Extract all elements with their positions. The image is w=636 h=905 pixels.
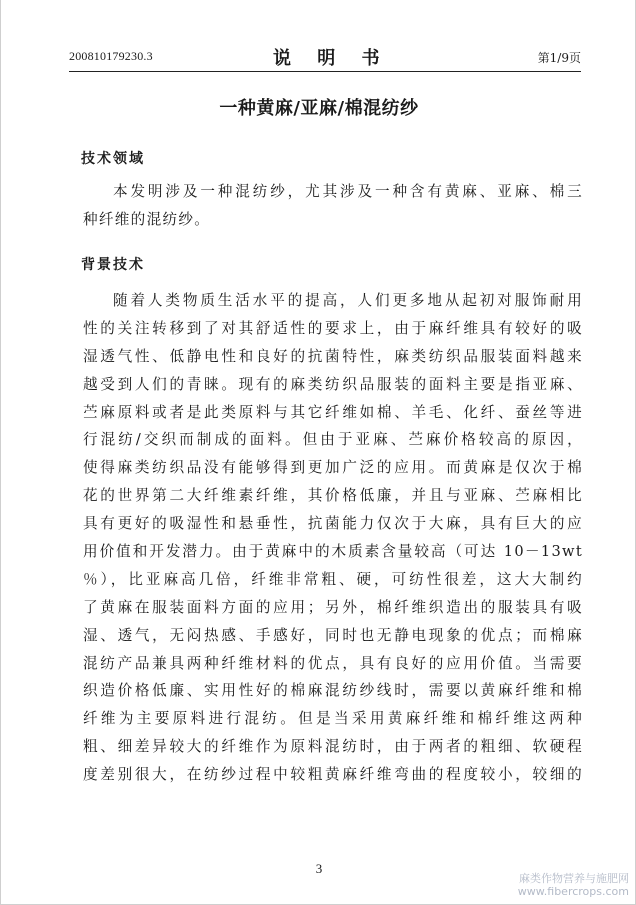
paragraph-line: 具有更好的吸湿性和悬垂性，抗菌能力仅次于大麻，具有巨大的应 bbox=[83, 515, 583, 533]
paragraph-line: 纤维为主要原料进行混纺。但是当采用黄麻纤维和棉纤维这两种 bbox=[83, 710, 583, 728]
paragraph-line: ％），比亚麻高几倍，纤维非常粗、硬，可纺性很差，这大大制约 bbox=[83, 570, 583, 588]
document-title: 一种黄麻/亚麻/棉混纺纱 bbox=[219, 98, 419, 119]
site-watermark bbox=[518, 872, 629, 898]
technical-field-paragraph bbox=[83, 178, 583, 234]
paragraph-line: 用价值和开发潜力。由于黄麻中的木质素含量较高（可达 10－13wt bbox=[83, 543, 583, 561]
paragraph-line: 度差别很大，在纺纱过程中较粗黄麻纤维弯曲的程度较小，较细的 bbox=[83, 766, 583, 784]
watermark-url: www.fibercrops.com bbox=[517, 885, 629, 898]
header-rule bbox=[69, 71, 581, 72]
page-label: 第1/9页 bbox=[537, 51, 581, 65]
paragraph-line: 混纺产品兼具两种纤维材料的优点，具有良好的应用价值。当需要 bbox=[83, 654, 583, 672]
paragraph-line: 本发明涉及一种混纺纱，尤其涉及一种含有黄麻、亚麻、棉三 bbox=[113, 183, 583, 200]
paragraph-line: 粗、细差异较大的纤维作为原料混纺时，由于两者的粗细、软硬程 bbox=[83, 738, 583, 756]
paragraph-line: 种纤维的混纺纱。 bbox=[83, 210, 211, 228]
paragraph-line: 苎麻原料或者是此类原料与其它纤维如棉、羊毛、化纤、蚕丝等进 bbox=[83, 403, 583, 421]
paragraph-line: 湿透气性、低静电性和良好的抗菌特性，麻类纺织品服装面料越来 bbox=[83, 347, 583, 365]
paragraph-line: 越受到人们的青睐。现有的麻类纺织品服装的面料主要是指亚麻、 bbox=[83, 375, 583, 393]
paragraph-line: 了黄麻在服装面料方面的应用；另外，棉纤维织造出的服装具有吸 bbox=[83, 598, 583, 616]
paragraph-line: 性的关注转移到了对其舒适性的要求上，由于麻纤维具有较好的吸 bbox=[83, 319, 583, 337]
section-heading-technical-field: 技术领域 bbox=[81, 151, 145, 167]
section-heading-background-art: 背景技术 bbox=[81, 257, 145, 273]
application-number: 200810179230.3 bbox=[69, 49, 153, 63]
paragraph-line: 使得麻类纺织品没有能够得到更加广泛的应用。而黄麻是仅次于棉 bbox=[83, 459, 583, 477]
page-number: 3 bbox=[315, 861, 323, 876]
paragraph-line: 花的世界第二大纤维素纤维，其价格低廉，并且与亚麻、苎麻相比 bbox=[83, 487, 583, 505]
paragraph-line: 湿、透气，无闷热感、手感好，同时也无静电现象的优点；而棉麻 bbox=[83, 626, 583, 644]
paragraph-line: 织造价格低廉、实用性好的棉麻混纺纱线时，需要以黄麻纤维和棉 bbox=[83, 682, 583, 700]
paragraph-line: 随着人类物质生活水平的提高，人们更多地从起初对服饰耐用 bbox=[113, 292, 583, 309]
paragraph-line: 行混纺/交织而制成的面料。但由于亚麻、苎麻价格较高的原因， bbox=[83, 431, 583, 449]
page-header bbox=[69, 44, 581, 68]
watermark-site-name: 麻类作物营养与施肥网 bbox=[519, 872, 629, 885]
background-art-paragraph bbox=[83, 287, 583, 789]
document-type: 说 明 书 bbox=[273, 48, 390, 69]
